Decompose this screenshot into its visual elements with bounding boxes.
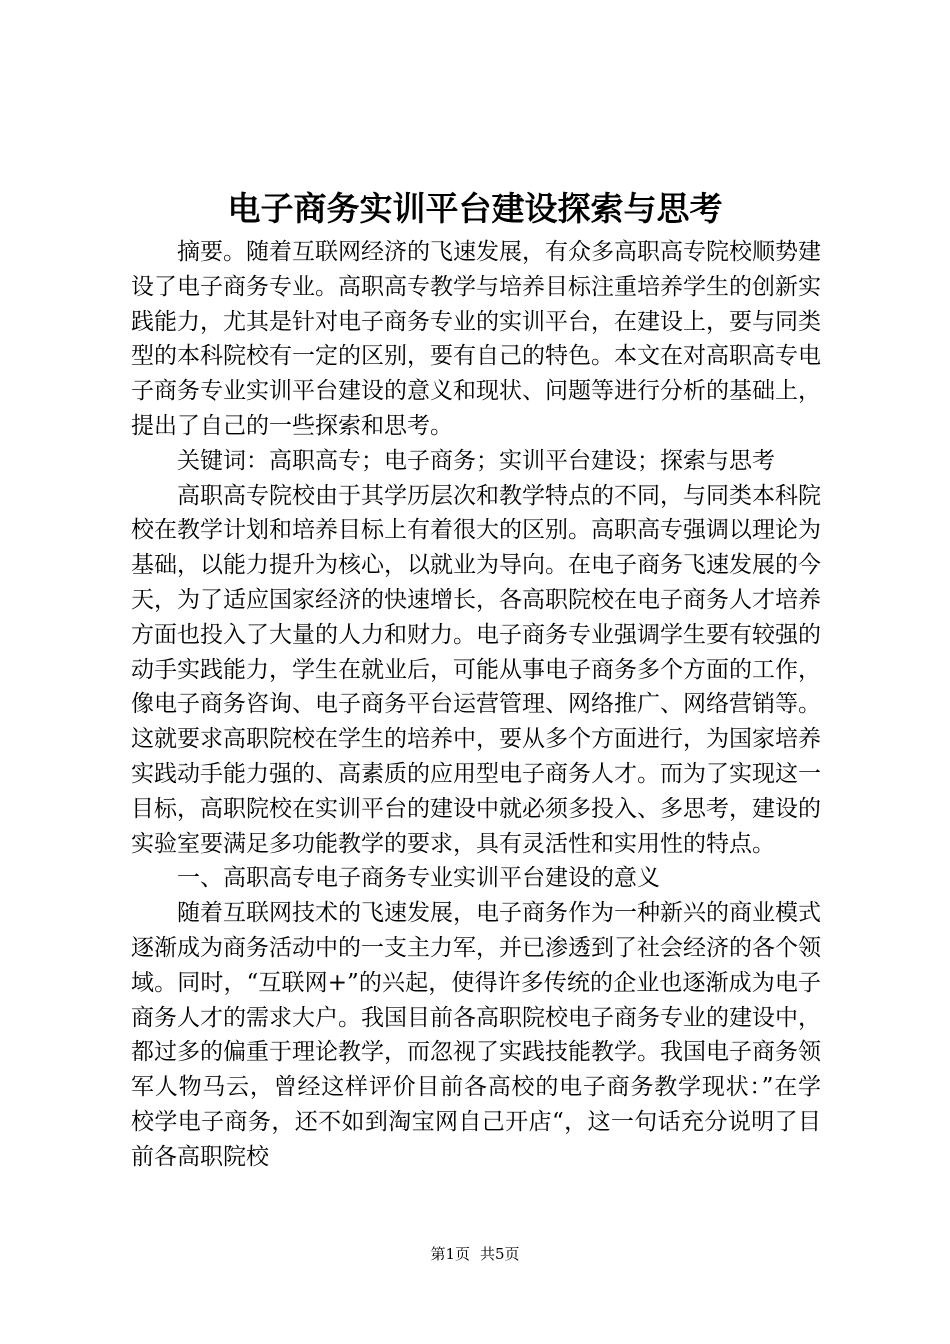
page-total: 共5页: [480, 1245, 520, 1263]
keywords-paragraph: 关键词：高职高专；电子商务；实训平台建设；探索与思考: [177, 447, 775, 474]
page-number: 第1页: [430, 1245, 470, 1263]
section-heading: 一、高职高专电子商务专业实训平台建设的意义: [177, 865, 660, 892]
intro-paragraph: 高职高专院校由于其学历层次和教学特点的不同，与同类本科院校在教学计划和培养目标上有着很大的区别。高职高专强调以理论为基础，以能力提升为核心，以就业为导向。在电子商务飞速发展的今天，为了适应国家经济的快速增长，各高职院校在电子商务人才培养方面也投入了大量的人力和财力。电子商务专业强调学生要有较强的动手实践能力，学生在就业后，可能从事电子商务多个方面的工作，像电子商务咨询、电子商务平台运营管理、网络推广、网络营销等。这就要求高职院校在学生的培养中，要从多个方面进行，为国家培养实践动手能力强的、高素质的应用型电子商务人才。而为了实现这一目标，高职院校在实训平台的建设中就必须多投入、多思考，建设的实验室要满足多功能教学的要求，具有灵活性和实用性的特点。: [131, 482, 821, 857]
abstract-paragraph: 摘要。随着互联网经济的飞速发展，有众多高职高专院校顺势建设了电子商务专业。高职高专教学与培养目标注重培养学生的创新实践能力，尤其是针对电子商务专业的实训平台，在建设上，要与同类型的本科院校有一定的区别，要有自己的特色。本文在对高职高专电子商务专业实训平台建设的意义和现状、问题等进行分析的基础上，提出了自己的一些探索和思考。: [131, 239, 821, 439]
section-paragraph: 随着互联网技术的飞速发展，电子商务作为一种新兴的商业模式逐渐成为商务活动中的一支主力军，并已渗透到了社会经济的各个领域。同时，“互联网+”的兴起，使得许多传统的企业也逐渐成为电子商务人才的需求大户。我国目前各高职院校电子商务专业的建设中，都过多的偏重于理论教学，而忽视了实践技能教学。我国电子商务领军人物马云，曾经这样评价目前各高校的电子商务教学现状：”在学校学电子商务，还不如到淘宝网自己开店“，这一句话充分说明了目前各高职院校: [131, 900, 821, 1170]
document-title: 电子商务实训平台建设探索与思考: [227, 189, 723, 228]
page-footer: [0, 1244, 950, 1264]
document-body: [131, 235, 821, 1175]
